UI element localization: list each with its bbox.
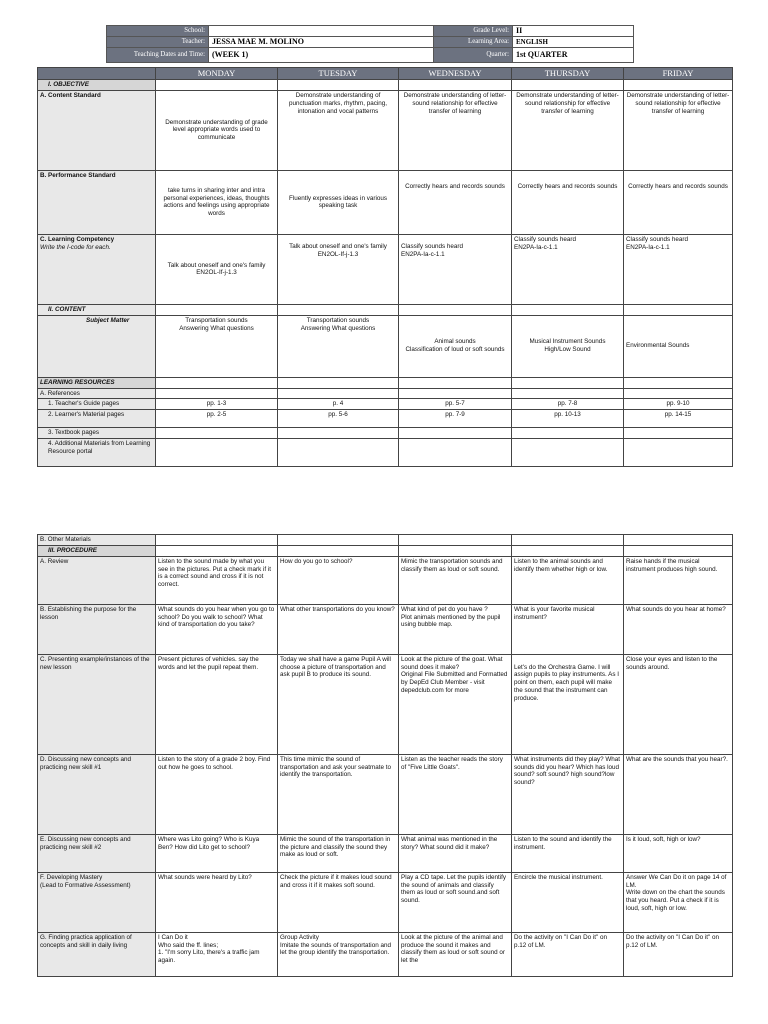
content-wed: Animal sounds Classification of loud or soft sounds	[399, 315, 512, 377]
procedure-mastery-mon: What sounds were heard by Lito?	[156, 872, 278, 932]
objective-title: I. OBJECTIVE	[38, 80, 156, 91]
school-value	[209, 26, 434, 37]
teaching-dates-label: Teaching Dates and Time:	[107, 48, 209, 63]
content-standard-fri: Demonstrate understanding of letter-sound relationship for effective transfer of learning	[624, 90, 733, 170]
content-standard-wed: Demonstrate understanding of letter-sound relationship for effective transfer of learning	[399, 90, 512, 170]
teachers-guide-tue: p. 4	[278, 399, 399, 410]
competency-sub: Write the I-code for each.	[40, 243, 111, 251]
procedure-discussing2-tue: Mimic the sound of the transportation in the picture and classify the sound they make as loud or soft.	[278, 834, 399, 872]
dll-header-table	[106, 25, 634, 63]
procedure-label-application: G. Finding practica application of concepts and skill in daily living	[38, 932, 156, 976]
grade-value: II	[513, 26, 634, 37]
procedure-discussing1-tue: This time mimic the sound of transportation and ask your seatmate to identify the transportation.	[278, 754, 399, 834]
additional-materials-label: 4. Additional Materials from Learning Resource portal	[38, 439, 156, 467]
performance-standard-mon: take turns in sharing inter and intra personal experiences, ideas, thoughts actions and feelings using appropriate words	[156, 170, 278, 234]
procedure-application-fri: Do the activity on "I Can Do it" on p.12 of LM.	[624, 932, 733, 976]
procedure-application-wed: Look at the picture of the animal and produce the sound it makes and classify them as loud or soft sound or let the	[399, 932, 512, 976]
day-header-thursday: THURSDAY	[512, 68, 624, 80]
procedure-discussing2-thu: Listen to the sound and identify the instrument.	[512, 834, 624, 872]
procedure-review-wed: Mimic the transportation sounds and classify them as loud or soft sound.	[399, 556, 512, 604]
performance-standard-label: B. Performance Standard	[38, 170, 156, 234]
teachers-guide-mon: pp. 1-3	[156, 399, 278, 410]
procedure-purpose-mon: What sounds do you hear when you go to school? Do you walk to school? What kind of transportation do you take?	[156, 604, 278, 654]
day-header-blank	[38, 68, 156, 80]
procedure-review-fri: Raise hands if the musical instrument produces high sound.	[624, 556, 733, 604]
competency-mon: Talk about oneself and one's family EN2OL-If-j-1.3	[156, 234, 278, 304]
competency-tue: Talk about oneself and one's family EN2OL-If-j-1.3	[278, 234, 399, 304]
procedure-mastery-wed: Play a CD tape. Let the pupils identify the sound of animals and classify them as loud or soft sound.and soft sound.	[399, 872, 512, 932]
performance-standard-tue: Fluently expresses ideas in various speaking task	[278, 170, 399, 234]
procedure-discussing1-wed: Listen as the teacher reads the story of "Five Little Goats".	[399, 754, 512, 834]
procedure-presenting-fri: Close your eyes and listen to the sounds around.	[624, 654, 733, 754]
competency-wed: Classify sounds heard EN2PA-Ia-c-1.1	[399, 234, 512, 304]
other-materials-label: B. Other Materials	[38, 535, 156, 546]
textbook-label: 3. Textbook pages	[38, 428, 156, 439]
procedure-purpose-wed: What kind of pet do you have ? Plot animals mentioned by the pupil using bubble map.	[399, 604, 512, 654]
performance-standard-thu: Correctly hears and records sounds	[512, 170, 624, 234]
content-thu: Musical Instrument Sounds High/Low Sound	[512, 315, 624, 377]
procedure-mastery-tue: Check the picture if it makes loud sound and cross it if it makes soft sound.	[278, 872, 399, 932]
procedure-discussing1-mon: Listen to the story of a grade 2 boy. Find out how he goes to school.	[156, 754, 278, 834]
procedure-label-presenting: C. Presenting example/instances of the new lesson	[38, 654, 156, 754]
dll-table-page2	[37, 534, 733, 977]
procedure-presenting-tue: Today we shall have a game Pupil A will choose a picture of transportation and ask pupil B to produce its sound.	[278, 654, 399, 754]
competency-label: C. Learning Competency	[40, 235, 115, 243]
procedure-mastery-fri: Answer We Can Do it on page 14 of LM. Write down on the chart the sounds that you heard. Put a check if it is loud, soft, high or low.	[624, 872, 733, 932]
teacher-label: Teacher:	[107, 37, 209, 48]
performance-standard-wed: Correctly hears and records sounds	[399, 170, 512, 234]
procedure-review-tue: How do you go to school?	[278, 556, 399, 604]
school-label: School:	[107, 26, 209, 37]
procedure-discussing1-fri: What are the sounds that you hear?.	[624, 754, 733, 834]
learners-material-tue: pp. 5-6	[278, 410, 399, 428]
learning-area-value: ENGLISH	[513, 37, 634, 48]
procedure-discussing2-mon: Where was Lito going? Who is Kuya Ben? How did Lito get to school?	[156, 834, 278, 872]
content-mon: Transportation sounds Answering What questions	[156, 315, 278, 377]
procedure-title: III. PROCEDURE	[38, 545, 156, 556]
competency-fri: Classify sounds heard EN2PA-Ia-c-1.1	[624, 234, 733, 304]
learners-material-mon: pp. 2-5	[156, 410, 278, 428]
learners-material-wed: pp. 7-9	[399, 410, 512, 428]
procedure-review-mon: Listen to the sound made by what you see in the pictures. Put a check mark if it is a correct sound and cross if it is not correct.	[156, 556, 278, 604]
dll-table-page1	[37, 67, 733, 467]
teacher-value: JESSA MAE M. MOLINO	[209, 37, 434, 48]
content-standard-tue: Demonstrate understanding of punctuation marks, rhythm, pacing, intonation and vocal patterns	[278, 90, 399, 170]
day-header-monday: MONDAY	[156, 68, 278, 80]
references-label: A. References	[38, 388, 156, 399]
learners-material-thu: pp. 10-13	[512, 410, 624, 428]
content-title: II. CONTENT	[38, 304, 156, 315]
procedure-discussing2-wed: What animal was mentioned in the story? What sound did it make?	[399, 834, 512, 872]
teachers-guide-fri: pp. 9-10	[624, 399, 733, 410]
procedure-label-mastery	[38, 872, 156, 932]
day-header-tuesday: TUESDAY	[278, 68, 399, 80]
teaching-dates-value: (WEEK 1)	[209, 48, 434, 63]
content-standard-mon: Demonstrate understanding of grade level appropriate words used to communicate	[156, 90, 278, 170]
quarter-value: 1st QUARTER	[513, 48, 634, 63]
procedure-mastery-thu: Encircle the musical instrument.	[512, 872, 624, 932]
procedure-discussing1-thu: What instruments did they play? What sounds did you hear? Which has loud sound? soft sound? high sound?low sound?	[512, 754, 624, 834]
competency-cell	[38, 234, 156, 304]
content-standard-label: A. Content Standard	[38, 90, 156, 170]
procedure-application-tue: Group Activity Imitate the sounds of transportation and let the group identify the transportation.	[278, 932, 399, 976]
subject-matter-label: Subject Matter	[38, 315, 156, 377]
procedure-purpose-fri: What sounds do you hear at home?	[624, 604, 733, 654]
procedure-label-discussing-2: E. Discussing new concepts and practicing new skill #2	[38, 834, 156, 872]
procedure-application-thu: Do the activity on "I Can Do it" on p.12 of LM.	[512, 932, 624, 976]
content-standard-thu: Demonstrate understanding of letter-sound relationship for effective transfer of learning	[512, 90, 624, 170]
procedure-purpose-thu: What is your favorite musical instrument?	[512, 604, 624, 654]
procedure-presenting-thu: Let's do the Orchestra Game. I will assign pupils to play instruments. As I point on them, each pupil will make the sound that the instrument can produce.	[512, 654, 624, 754]
content-tue: Transportation sounds Answering What questions	[278, 315, 399, 377]
procedure-application-mon: I Can Do it Who said the ff. lines; 1. "I'm sorry Lito, there's a traffic jam again.	[156, 932, 278, 976]
procedure-purpose-tue: What other transportations do you know?	[278, 604, 399, 654]
procedure-presenting-wed: Look at the picture of the goat. What sound does it make? Original File Submitted and Formatted by DepEd Club Member - visit depedclub.com for more	[399, 654, 512, 754]
quarter-label: Quarter:	[434, 48, 513, 63]
content-fri: Environmental Sounds	[624, 315, 733, 377]
learning-area-label: Learning Area:	[434, 37, 513, 48]
procedure-review-thu: Listen to the animal sounds and identify them whether high or low.	[512, 556, 624, 604]
learning-resources-title: LEARNING RESOURCES	[38, 377, 156, 388]
teachers-guide-label: 1. Teacher's Guide pages	[38, 399, 156, 410]
learners-material-label: 2. Learner's Material pages	[38, 410, 156, 428]
grade-label: Grade Level:	[434, 26, 513, 37]
procedure-label-purpose: B. Establishing the purpose for the lesson	[38, 604, 156, 654]
learners-material-fri: pp. 14-15	[624, 410, 733, 428]
performance-standard-fri: Correctly hears and records sounds	[624, 170, 733, 234]
competency-thu: Classify sounds heard EN2PA-Ia-c-1.1	[512, 234, 624, 304]
teachers-guide-thu: pp. 7-8	[512, 399, 624, 410]
teachers-guide-wed: pp. 5-7	[399, 399, 512, 410]
procedure-label-discussing-1: D. Discussing new concepts and practicing new skill #1	[38, 754, 156, 834]
procedure-label-review: A. Review	[38, 556, 156, 604]
procedure-discussing2-fri: Is it loud, soft, high or low?	[624, 834, 733, 872]
day-header-friday: FRIDAY	[624, 68, 733, 80]
procedure-label-mastery-text: F. Developing Mastery (Lead to Formative Assessment)	[40, 873, 131, 889]
day-header-wednesday: WEDNESDAY	[399, 68, 512, 80]
procedure-presenting-mon: Present pictures of vehicles. say the words and let the pupil repeat them.	[156, 654, 278, 754]
